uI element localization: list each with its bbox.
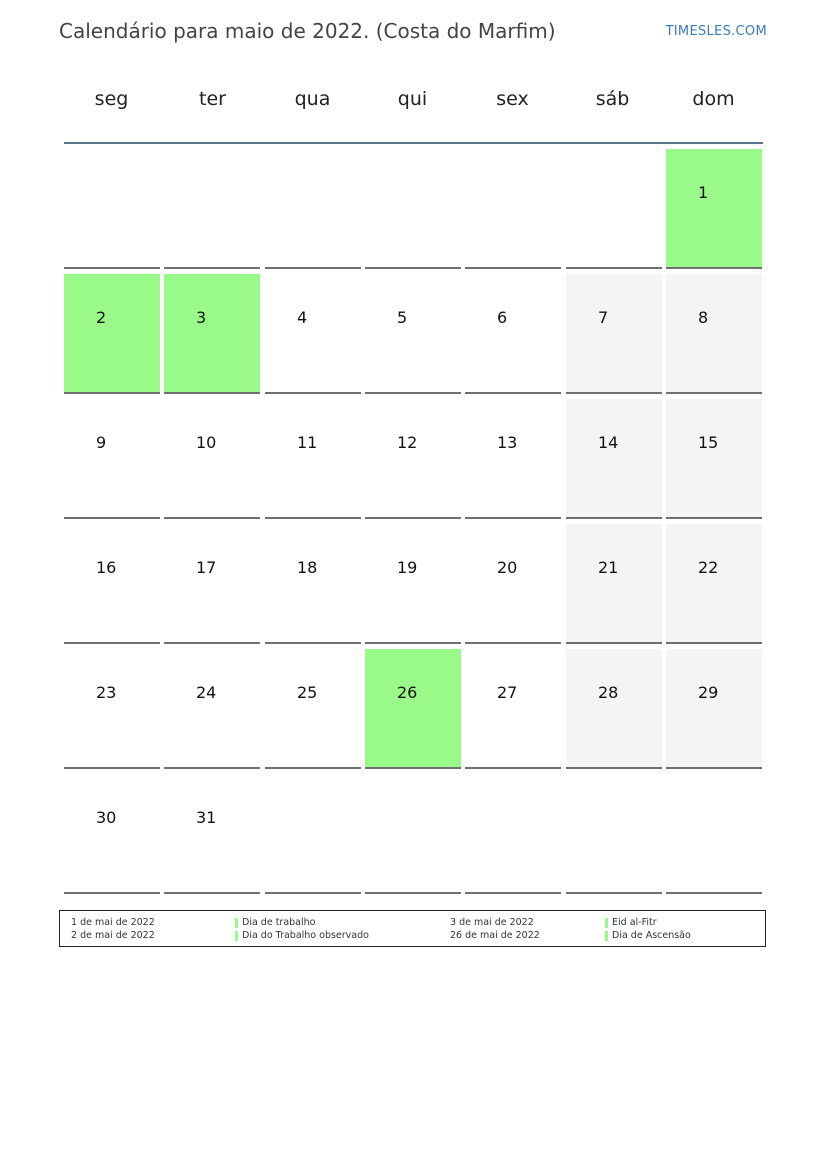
- calendar-day-cell: [265, 399, 361, 519]
- calendar-day-cell: [465, 399, 561, 519]
- calendar-empty-cell: [265, 149, 361, 269]
- calendar-day-cell: [566, 274, 662, 394]
- calendar-day-cell: [64, 399, 160, 519]
- calendar-day-cell: [566, 524, 662, 644]
- brand-logo-text[interactable]: TIMESLES.COM: [665, 24, 767, 39]
- calendar-empty-cell: [365, 774, 461, 894]
- calendar-day-cell: [164, 399, 260, 519]
- day-number: 28: [598, 683, 619, 702]
- calendar-day-cell: [566, 649, 662, 769]
- calendar-empty-cell: [465, 149, 561, 269]
- legend-holiday-label: Dia do Trabalho observado: [242, 930, 369, 941]
- legend-holiday-label: Eid al-Fitr: [612, 917, 657, 928]
- day-number: 14: [598, 433, 619, 452]
- day-number: 24: [196, 683, 217, 702]
- holiday-color-swatch: [235, 918, 238, 928]
- calendar-day-cell: [365, 274, 461, 394]
- day-number: 2: [96, 308, 107, 327]
- calendar-empty-cell: [666, 774, 762, 894]
- calendar-day-cell: [64, 774, 160, 894]
- day-number: 31: [196, 808, 217, 827]
- calendar-day-cell: [164, 649, 260, 769]
- holiday-color-swatch: [605, 918, 608, 928]
- calendar-day-cell: [465, 524, 561, 644]
- calendar-empty-cell: [265, 774, 361, 894]
- day-number: 3: [196, 308, 207, 327]
- weekday-label: ter: [199, 88, 226, 110]
- day-number: 26: [397, 683, 418, 702]
- calendar-day-cell: [566, 399, 662, 519]
- day-number: 4: [297, 308, 308, 327]
- calendar-empty-cell: [566, 774, 662, 894]
- legend-date: 3 de mai de 2022: [450, 917, 534, 928]
- calendar-day-cell: [666, 649, 762, 769]
- legend-holiday-label: Dia de Ascensão: [612, 930, 691, 941]
- day-number: 20: [497, 558, 518, 577]
- calendar-empty-cell: [465, 774, 561, 894]
- day-number: 17: [196, 558, 217, 577]
- day-number: 23: [96, 683, 117, 702]
- day-number: 15: [698, 433, 719, 452]
- weekday-label: qua: [294, 88, 331, 110]
- calendar-day-cell: [666, 524, 762, 644]
- calendar-empty-cell: [566, 149, 662, 269]
- day-number: 19: [397, 558, 418, 577]
- holiday-color-swatch: [235, 931, 238, 941]
- calendar-day-cell: [164, 774, 260, 894]
- calendar-empty-cell: [365, 149, 461, 269]
- calendar-day-cell: [365, 399, 461, 519]
- calendar-day-cell: [465, 649, 561, 769]
- holiday-legend: [59, 910, 766, 947]
- calendar-day-cell: [64, 649, 160, 769]
- calendar-empty-cell: [164, 149, 260, 269]
- calendar-day-cell: [666, 399, 762, 519]
- calendar-day-cell: [265, 649, 361, 769]
- calendar-day-cell: [64, 274, 160, 394]
- legend-holiday-name: [235, 917, 315, 928]
- day-number: 1: [698, 183, 709, 202]
- day-number: 12: [397, 433, 418, 452]
- calendar-day-cell: [64, 524, 160, 644]
- day-number: 8: [698, 308, 709, 327]
- day-number: 27: [497, 683, 518, 702]
- day-number: 9: [96, 433, 107, 452]
- day-number: 10: [196, 433, 217, 452]
- holiday-color-swatch: [605, 931, 608, 941]
- day-number: 21: [598, 558, 619, 577]
- day-number: 30: [96, 808, 117, 827]
- page-title: Calendário para maio de 2022. (Costa do Marfim): [59, 19, 556, 43]
- weekday-label: sex: [496, 88, 529, 110]
- calendar-day-cell: [365, 524, 461, 644]
- weekday-label: qui: [397, 88, 428, 110]
- calendar-day-cell: [164, 524, 260, 644]
- legend-date: 2 de mai de 2022: [71, 930, 155, 941]
- calendar-day-cell: [666, 149, 762, 269]
- day-number: 5: [397, 308, 408, 327]
- legend-holiday-name: [235, 930, 369, 941]
- calendar-day-cell: [265, 274, 361, 394]
- calendar-day-cell: [265, 524, 361, 644]
- day-number: 13: [497, 433, 518, 452]
- legend-holiday-name: [605, 930, 691, 941]
- calendar-day-cell: [465, 274, 561, 394]
- weekday-label: seg: [94, 88, 129, 110]
- calendar-day-cell: [365, 649, 461, 769]
- day-number: 29: [698, 683, 719, 702]
- legend-date: 1 de mai de 2022: [71, 917, 155, 928]
- legend-holiday-label: Dia de trabalho: [242, 917, 316, 928]
- calendar-day-cell: [164, 274, 260, 394]
- calendar-day-cell: [666, 274, 762, 394]
- day-number: 25: [297, 683, 318, 702]
- day-number: 7: [598, 308, 609, 327]
- weekday-label: sáb: [595, 88, 630, 110]
- day-number: 18: [297, 558, 318, 577]
- day-number: 6: [497, 308, 508, 327]
- day-number: 16: [96, 558, 117, 577]
- legend-date: 26 de mai de 2022: [450, 930, 540, 941]
- calendar-empty-cell: [64, 149, 160, 269]
- legend-holiday-name: [605, 917, 657, 928]
- day-number: 22: [698, 558, 719, 577]
- weekday-label: dom: [692, 88, 735, 110]
- day-number: 11: [297, 433, 318, 452]
